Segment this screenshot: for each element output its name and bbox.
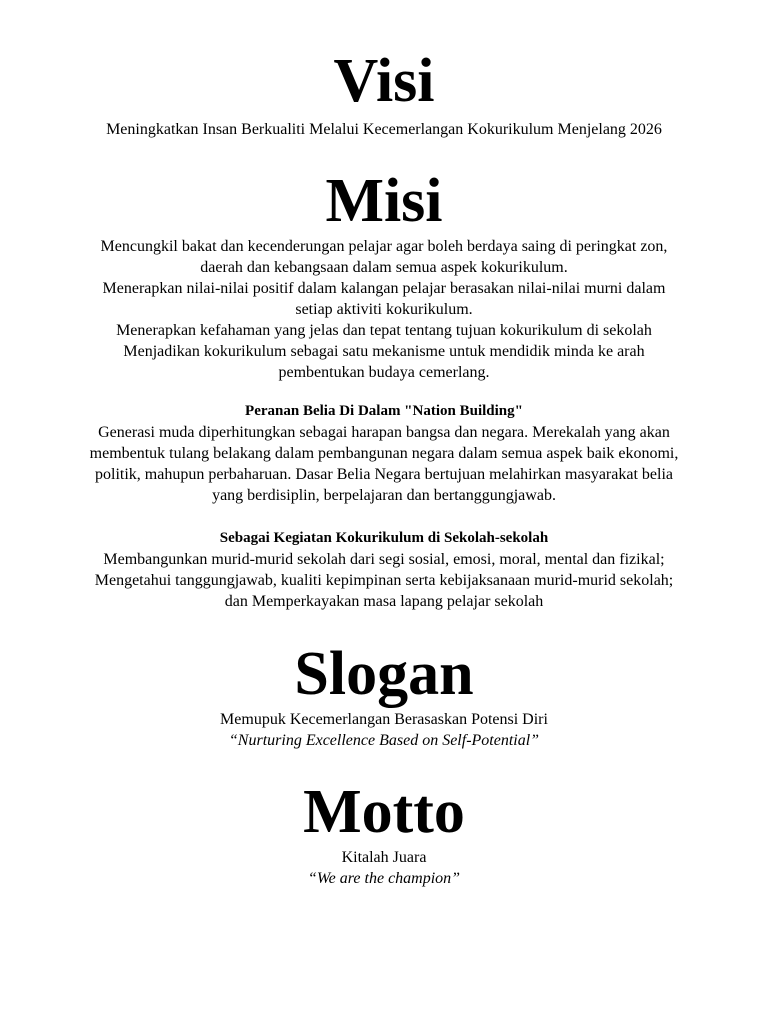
slogan-translation: “Nurturing Excellence Based on Self-Potential” — [228, 732, 540, 749]
misi-line: setiap aktiviti kokurikulum. — [295, 301, 473, 318]
peranan-line: politik, mahupun perbaharuan. Dasar Belia Negara bertujuan melahirkan masyarakat belia — [95, 466, 673, 483]
slogan-section — [0, 709, 768, 751]
misi-line: Menerapkan kefahaman yang jelas dan tepat tentang tujuan kokurikulum di sekolah — [116, 322, 652, 339]
misi-heading: Misi — [325, 167, 443, 235]
peranan-text — [40, 422, 728, 506]
kegiatan-line: Membangunkan murid-murid sekolah dari segi sosial, emosi, moral, mental dan fizikal; — [103, 551, 665, 568]
misi-line: pembentukan budaya cemerlang. — [278, 364, 490, 381]
motto-text: Kitalah Juara — [341, 849, 427, 866]
misi-line: Menjadikan kokurikulum sebagai satu mekanisme untuk mendidik minda ke arah — [123, 343, 645, 360]
peranan-line: Generasi muda diperhitungkan sebagai harapan bangsa dan negara. Merekalah yang akan — [98, 424, 670, 441]
kegiatan-line: dan Memperkayakan masa lapang pelajar sekolah — [224, 593, 544, 610]
peranan-heading: Peranan Belia Di Dalam "Nation Building" — [245, 403, 523, 419]
misi-line: Menerapkan nilai-nilai positif dalam kalangan pelajar berasakan nilai-nilai murni dalam — [102, 280, 666, 297]
misi-line: Mencungkil bakat dan kecenderungan pelajar agar boleh berdaya saing di peringkat zon, — [100, 238, 668, 255]
kegiatan-line: Mengetahui tanggungjawab, kualiti kepimpinan serta kebijaksanaan murid-murid sekolah; — [94, 572, 674, 589]
misi-line: daerah dan kebangsaan dalam semua aspek kokurikulum. — [200, 259, 568, 276]
motto-translation: “We are the champion” — [307, 870, 461, 887]
slogan-heading: Slogan — [294, 640, 474, 708]
motto-section — [0, 847, 768, 889]
peranan-section — [40, 401, 728, 506]
peranan-line: membentuk tulang belakang dalam pembangunan negara dalam semua aspek baik ekonomi, — [89, 445, 679, 462]
motto-heading: Motto — [303, 778, 465, 846]
kegiatan-heading: Sebagai Kegiatan Kokurikulum di Sekolah-sekolah — [219, 530, 549, 546]
peranan-line: yang berdisiplin, berpelajaran dan bertanggungjawab. — [212, 487, 556, 504]
visi-heading: Visi — [333, 47, 435, 115]
kegiatan-text — [40, 549, 728, 612]
visi-text: Meningkatkan Insan Berkualiti Melalui Kecemerlangan Kokurikulum Menjelang 2026 — [106, 121, 662, 138]
misi-text — [40, 236, 728, 383]
slogan-text: Memupuk Kecemerlangan Berasaskan Potensi Diri — [220, 711, 548, 728]
kegiatan-section — [40, 528, 728, 612]
